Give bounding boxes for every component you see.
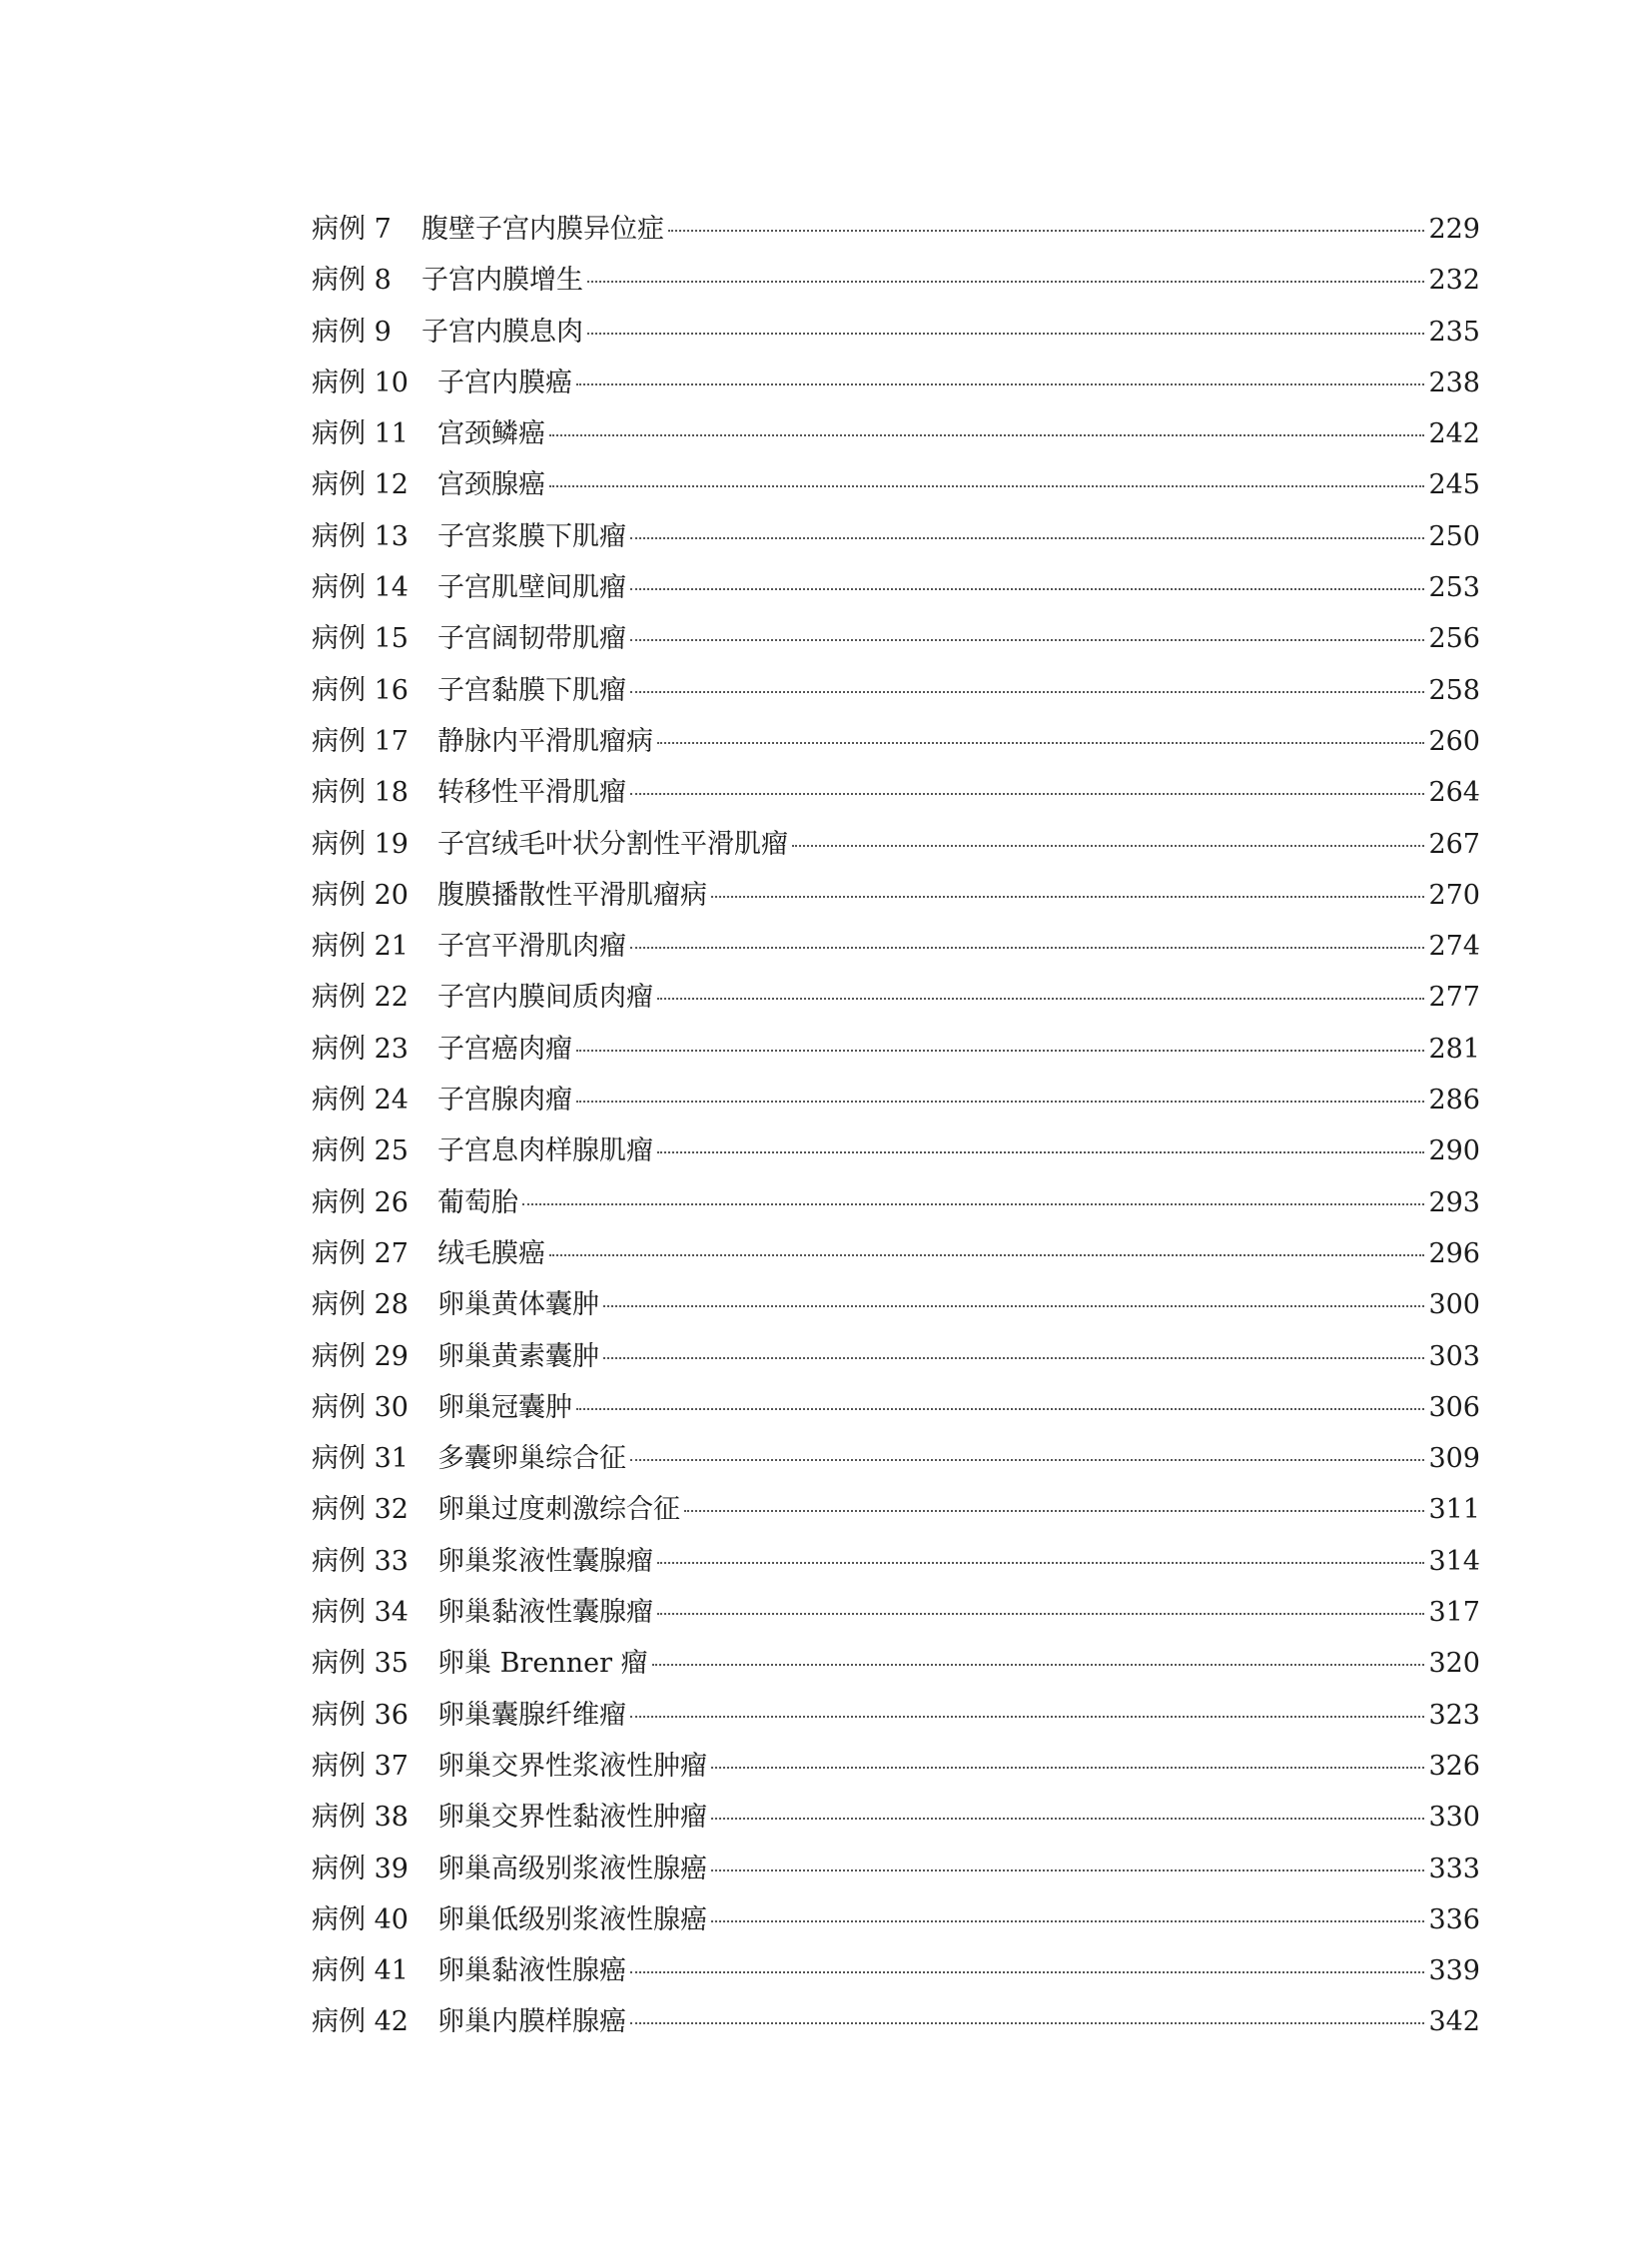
case-title: 静脉内平滑肌瘤病 bbox=[437, 725, 653, 757]
toc-entry[interactable] bbox=[312, 1433, 1480, 1484]
page-number: 323 bbox=[1428, 1699, 1480, 1731]
case-number: 病例 23 bbox=[312, 1033, 409, 1065]
page-number: 339 bbox=[1428, 1955, 1480, 1987]
case-number: 病例 14 bbox=[312, 572, 409, 604]
page-number: 296 bbox=[1428, 1237, 1480, 1269]
case-title: 宫颈鳞癌 bbox=[437, 418, 545, 450]
toc-entry[interactable] bbox=[312, 1690, 1480, 1741]
toc-entry[interactable] bbox=[312, 972, 1480, 1023]
toc-entry[interactable] bbox=[312, 1945, 1480, 1996]
dot-leader bbox=[630, 537, 1424, 539]
case-number: 病例 13 bbox=[312, 520, 409, 552]
toc-entry[interactable] bbox=[312, 1587, 1480, 1638]
page-number: 326 bbox=[1428, 1750, 1480, 1782]
dot-leader bbox=[657, 1613, 1424, 1615]
case-number: 病例 10 bbox=[312, 367, 409, 398]
case-number: 病例 19 bbox=[312, 828, 409, 860]
dot-leader bbox=[576, 1101, 1424, 1103]
case-number: 病例 22 bbox=[312, 982, 409, 1014]
toc-entry[interactable] bbox=[312, 716, 1480, 767]
toc-entry[interactable] bbox=[312, 511, 1480, 562]
dot-leader bbox=[711, 1869, 1424, 1871]
case-number: 病例 40 bbox=[312, 1903, 409, 1935]
toc-entry[interactable] bbox=[312, 1844, 1480, 1894]
dot-leader bbox=[630, 1716, 1424, 1718]
dot-leader bbox=[587, 281, 1424, 283]
page-number: 336 bbox=[1428, 1903, 1480, 1935]
case-number: 病例 30 bbox=[312, 1391, 409, 1423]
case-title: 子宫内膜息肉 bbox=[421, 316, 583, 348]
toc-entry[interactable] bbox=[312, 870, 1480, 921]
toc-entry[interactable] bbox=[312, 1792, 1480, 1843]
table-of-contents bbox=[312, 204, 1480, 2048]
dot-leader bbox=[549, 485, 1424, 487]
toc-entry[interactable] bbox=[312, 1279, 1480, 1330]
dot-leader bbox=[711, 1818, 1424, 1820]
dot-leader bbox=[630, 2022, 1424, 2024]
case-title: 腹膜播散性平滑肌瘤病 bbox=[437, 879, 707, 911]
case-title: 子宫癌肉瘤 bbox=[437, 1033, 572, 1065]
case-title: 卵巢交界性黏液性肿瘤 bbox=[437, 1802, 707, 1834]
case-number: 病例 20 bbox=[312, 879, 409, 911]
toc-entry[interactable] bbox=[312, 1228, 1480, 1279]
page-number: 300 bbox=[1428, 1289, 1480, 1321]
case-number: 病例 15 bbox=[312, 623, 409, 655]
case-title: 子宫阔韧带肌瘤 bbox=[437, 623, 626, 655]
page-number: 253 bbox=[1428, 572, 1480, 604]
dot-leader bbox=[657, 1562, 1424, 1564]
toc-entry[interactable] bbox=[312, 1075, 1480, 1125]
case-number: 病例 26 bbox=[312, 1186, 409, 1218]
toc-entry[interactable] bbox=[312, 1331, 1480, 1382]
case-number: 病例 7 bbox=[312, 214, 392, 245]
toc-entry[interactable] bbox=[312, 1894, 1480, 1945]
case-number: 病例 9 bbox=[312, 316, 392, 348]
case-title: 子宫内膜间质肉瘤 bbox=[437, 982, 653, 1014]
case-number: 病例 42 bbox=[312, 2006, 409, 2038]
toc-entry[interactable] bbox=[312, 819, 1480, 870]
case-title: 卵巢高级别浆液性腺癌 bbox=[437, 1853, 707, 1884]
dot-leader bbox=[652, 1664, 1425, 1666]
case-title: 卵巢黏液性腺癌 bbox=[437, 1955, 626, 1987]
case-number: 病例 34 bbox=[312, 1597, 409, 1629]
case-number: 病例 28 bbox=[312, 1289, 409, 1321]
toc-entry[interactable] bbox=[312, 1177, 1480, 1228]
case-number: 病例 8 bbox=[312, 265, 392, 297]
case-number: 病例 36 bbox=[312, 1699, 409, 1731]
toc-entry[interactable] bbox=[312, 767, 1480, 818]
page-number: 270 bbox=[1428, 879, 1480, 911]
dot-leader bbox=[630, 793, 1424, 795]
case-number: 病例 29 bbox=[312, 1340, 409, 1372]
page-number: 250 bbox=[1428, 520, 1480, 552]
page-number: 306 bbox=[1428, 1391, 1480, 1423]
case-number: 病例 21 bbox=[312, 931, 409, 963]
dot-leader bbox=[630, 691, 1424, 693]
toc-entry[interactable] bbox=[312, 459, 1480, 510]
page-number: 245 bbox=[1428, 469, 1480, 501]
case-title: 多囊卵巢综合征 bbox=[437, 1443, 626, 1475]
page-number: 342 bbox=[1428, 2006, 1480, 2038]
case-title: 卵巢黏液性囊腺瘤 bbox=[437, 1597, 653, 1629]
toc-entry[interactable] bbox=[312, 665, 1480, 716]
case-title: 转移性平滑肌瘤 bbox=[437, 777, 626, 809]
case-title: 腹壁子宫内膜异位症 bbox=[421, 214, 664, 245]
toc-entry[interactable] bbox=[312, 255, 1480, 306]
dot-leader bbox=[668, 230, 1424, 232]
case-number: 病例 31 bbox=[312, 1443, 409, 1475]
case-title: 子宫息肉样腺肌瘤 bbox=[437, 1135, 653, 1167]
page-number: 277 bbox=[1428, 982, 1480, 1014]
case-title: 卵巢低级别浆液性腺癌 bbox=[437, 1903, 707, 1935]
dot-leader bbox=[576, 383, 1424, 385]
page-number: 242 bbox=[1428, 418, 1480, 450]
toc-entry[interactable] bbox=[312, 562, 1480, 613]
dot-leader bbox=[549, 434, 1424, 436]
page-number: 320 bbox=[1428, 1648, 1480, 1680]
dot-leader bbox=[576, 1050, 1424, 1052]
page-number: 229 bbox=[1428, 214, 1480, 245]
case-title: 卵巢黄素囊肿 bbox=[437, 1340, 599, 1372]
page-number: 309 bbox=[1428, 1443, 1480, 1475]
case-number: 病例 32 bbox=[312, 1494, 409, 1526]
page-number: 333 bbox=[1428, 1853, 1480, 1884]
case-number: 病例 24 bbox=[312, 1085, 409, 1117]
dot-leader bbox=[630, 639, 1424, 641]
toc-entry[interactable] bbox=[312, 358, 1480, 408]
toc-entry[interactable] bbox=[312, 408, 1480, 459]
toc-entry[interactable] bbox=[312, 1741, 1480, 1792]
dot-leader bbox=[657, 1151, 1424, 1153]
case-title: 卵巢浆液性囊腺瘤 bbox=[437, 1545, 653, 1577]
case-number: 病例 11 bbox=[312, 418, 409, 450]
case-title: 子宫黏膜下肌瘤 bbox=[437, 674, 626, 706]
toc-entry[interactable] bbox=[312, 1996, 1480, 2047]
dot-leader bbox=[603, 1357, 1424, 1359]
dot-leader bbox=[522, 1203, 1424, 1205]
case-title: 子宫腺肉瘤 bbox=[437, 1085, 572, 1117]
case-number: 病例 25 bbox=[312, 1135, 409, 1167]
page-number: 232 bbox=[1428, 265, 1480, 297]
case-title: 子宫平滑肌肉瘤 bbox=[437, 931, 626, 963]
case-title: 子宫浆膜下肌瘤 bbox=[437, 520, 626, 552]
page-number: 293 bbox=[1428, 1186, 1480, 1218]
case-number: 病例 39 bbox=[312, 1853, 409, 1884]
page-number: 238 bbox=[1428, 367, 1480, 398]
dot-leader bbox=[587, 333, 1424, 335]
toc-entry[interactable] bbox=[312, 1125, 1480, 1176]
toc-entry[interactable] bbox=[312, 1382, 1480, 1433]
dot-leader bbox=[711, 1767, 1424, 1769]
dot-leader bbox=[711, 1920, 1424, 1922]
dot-leader bbox=[576, 1408, 1424, 1410]
page-number: 317 bbox=[1428, 1597, 1480, 1629]
page-number: 267 bbox=[1428, 828, 1480, 860]
case-title: 卵巢过度刺激综合征 bbox=[437, 1494, 680, 1526]
page-number: 281 bbox=[1428, 1033, 1480, 1065]
dot-leader bbox=[630, 588, 1424, 590]
case-title: 卵巢囊腺纤维瘤 bbox=[437, 1699, 626, 1731]
dot-leader bbox=[792, 845, 1424, 847]
page-number: 290 bbox=[1428, 1135, 1480, 1167]
case-number: 病例 35 bbox=[312, 1648, 409, 1680]
dot-leader bbox=[549, 1254, 1424, 1256]
page-number: 264 bbox=[1428, 777, 1480, 809]
page-number: 274 bbox=[1428, 931, 1480, 963]
case-number: 病例 41 bbox=[312, 1955, 409, 1987]
dot-leader bbox=[630, 1459, 1424, 1461]
page-number: 286 bbox=[1428, 1085, 1480, 1117]
page-number: 314 bbox=[1428, 1545, 1480, 1577]
toc-entry[interactable] bbox=[312, 921, 1480, 972]
toc-entry[interactable] bbox=[312, 307, 1480, 358]
case-number: 病例 18 bbox=[312, 777, 409, 809]
page-number: 235 bbox=[1428, 316, 1480, 348]
case-title: 子宫内膜癌 bbox=[437, 367, 572, 398]
case-title: 葡萄胎 bbox=[437, 1186, 518, 1218]
case-number: 病例 33 bbox=[312, 1545, 409, 1577]
page-number: 311 bbox=[1428, 1494, 1480, 1526]
page-number: 330 bbox=[1428, 1802, 1480, 1834]
case-number: 病例 27 bbox=[312, 1237, 409, 1269]
dot-leader bbox=[603, 1305, 1424, 1307]
dot-leader bbox=[657, 742, 1424, 744]
case-title: 子宫内膜增生 bbox=[421, 265, 583, 297]
toc-entry[interactable] bbox=[312, 1484, 1480, 1535]
case-title: 宫颈腺癌 bbox=[437, 469, 545, 501]
case-title: 卵巢内膜样腺癌 bbox=[437, 2006, 626, 2038]
page-number: 256 bbox=[1428, 623, 1480, 655]
dot-leader bbox=[630, 947, 1424, 949]
toc-entry[interactable] bbox=[312, 204, 1480, 255]
case-number: 病例 16 bbox=[312, 674, 409, 706]
case-number: 病例 38 bbox=[312, 1802, 409, 1834]
case-title: 卵巢黄体囊肿 bbox=[437, 1289, 599, 1321]
dot-leader bbox=[657, 998, 1424, 1000]
page-number: 260 bbox=[1428, 725, 1480, 757]
case-number: 病例 17 bbox=[312, 725, 409, 757]
case-title: 绒毛膜癌 bbox=[437, 1237, 545, 1269]
page-number: 303 bbox=[1428, 1340, 1480, 1372]
case-title: 卵巢交界性浆液性肿瘤 bbox=[437, 1750, 707, 1782]
case-title: 卵巢 Brenner 瘤 bbox=[437, 1648, 648, 1680]
toc-entry[interactable] bbox=[312, 1638, 1480, 1689]
dot-leader bbox=[711, 896, 1424, 898]
toc-entry[interactable] bbox=[312, 613, 1480, 664]
toc-entry[interactable] bbox=[312, 1024, 1480, 1075]
dot-leader bbox=[630, 1971, 1424, 1973]
case-title: 子宫绒毛叶状分割性平滑肌瘤 bbox=[437, 828, 788, 860]
page-number: 258 bbox=[1428, 674, 1480, 706]
case-title: 子宫肌壁间肌瘤 bbox=[437, 572, 626, 604]
case-number: 病例 37 bbox=[312, 1750, 409, 1782]
case-number: 病例 12 bbox=[312, 469, 409, 501]
toc-entry[interactable] bbox=[312, 1536, 1480, 1587]
case-title: 卵巢冠囊肿 bbox=[437, 1391, 572, 1423]
dot-leader bbox=[684, 1510, 1424, 1512]
